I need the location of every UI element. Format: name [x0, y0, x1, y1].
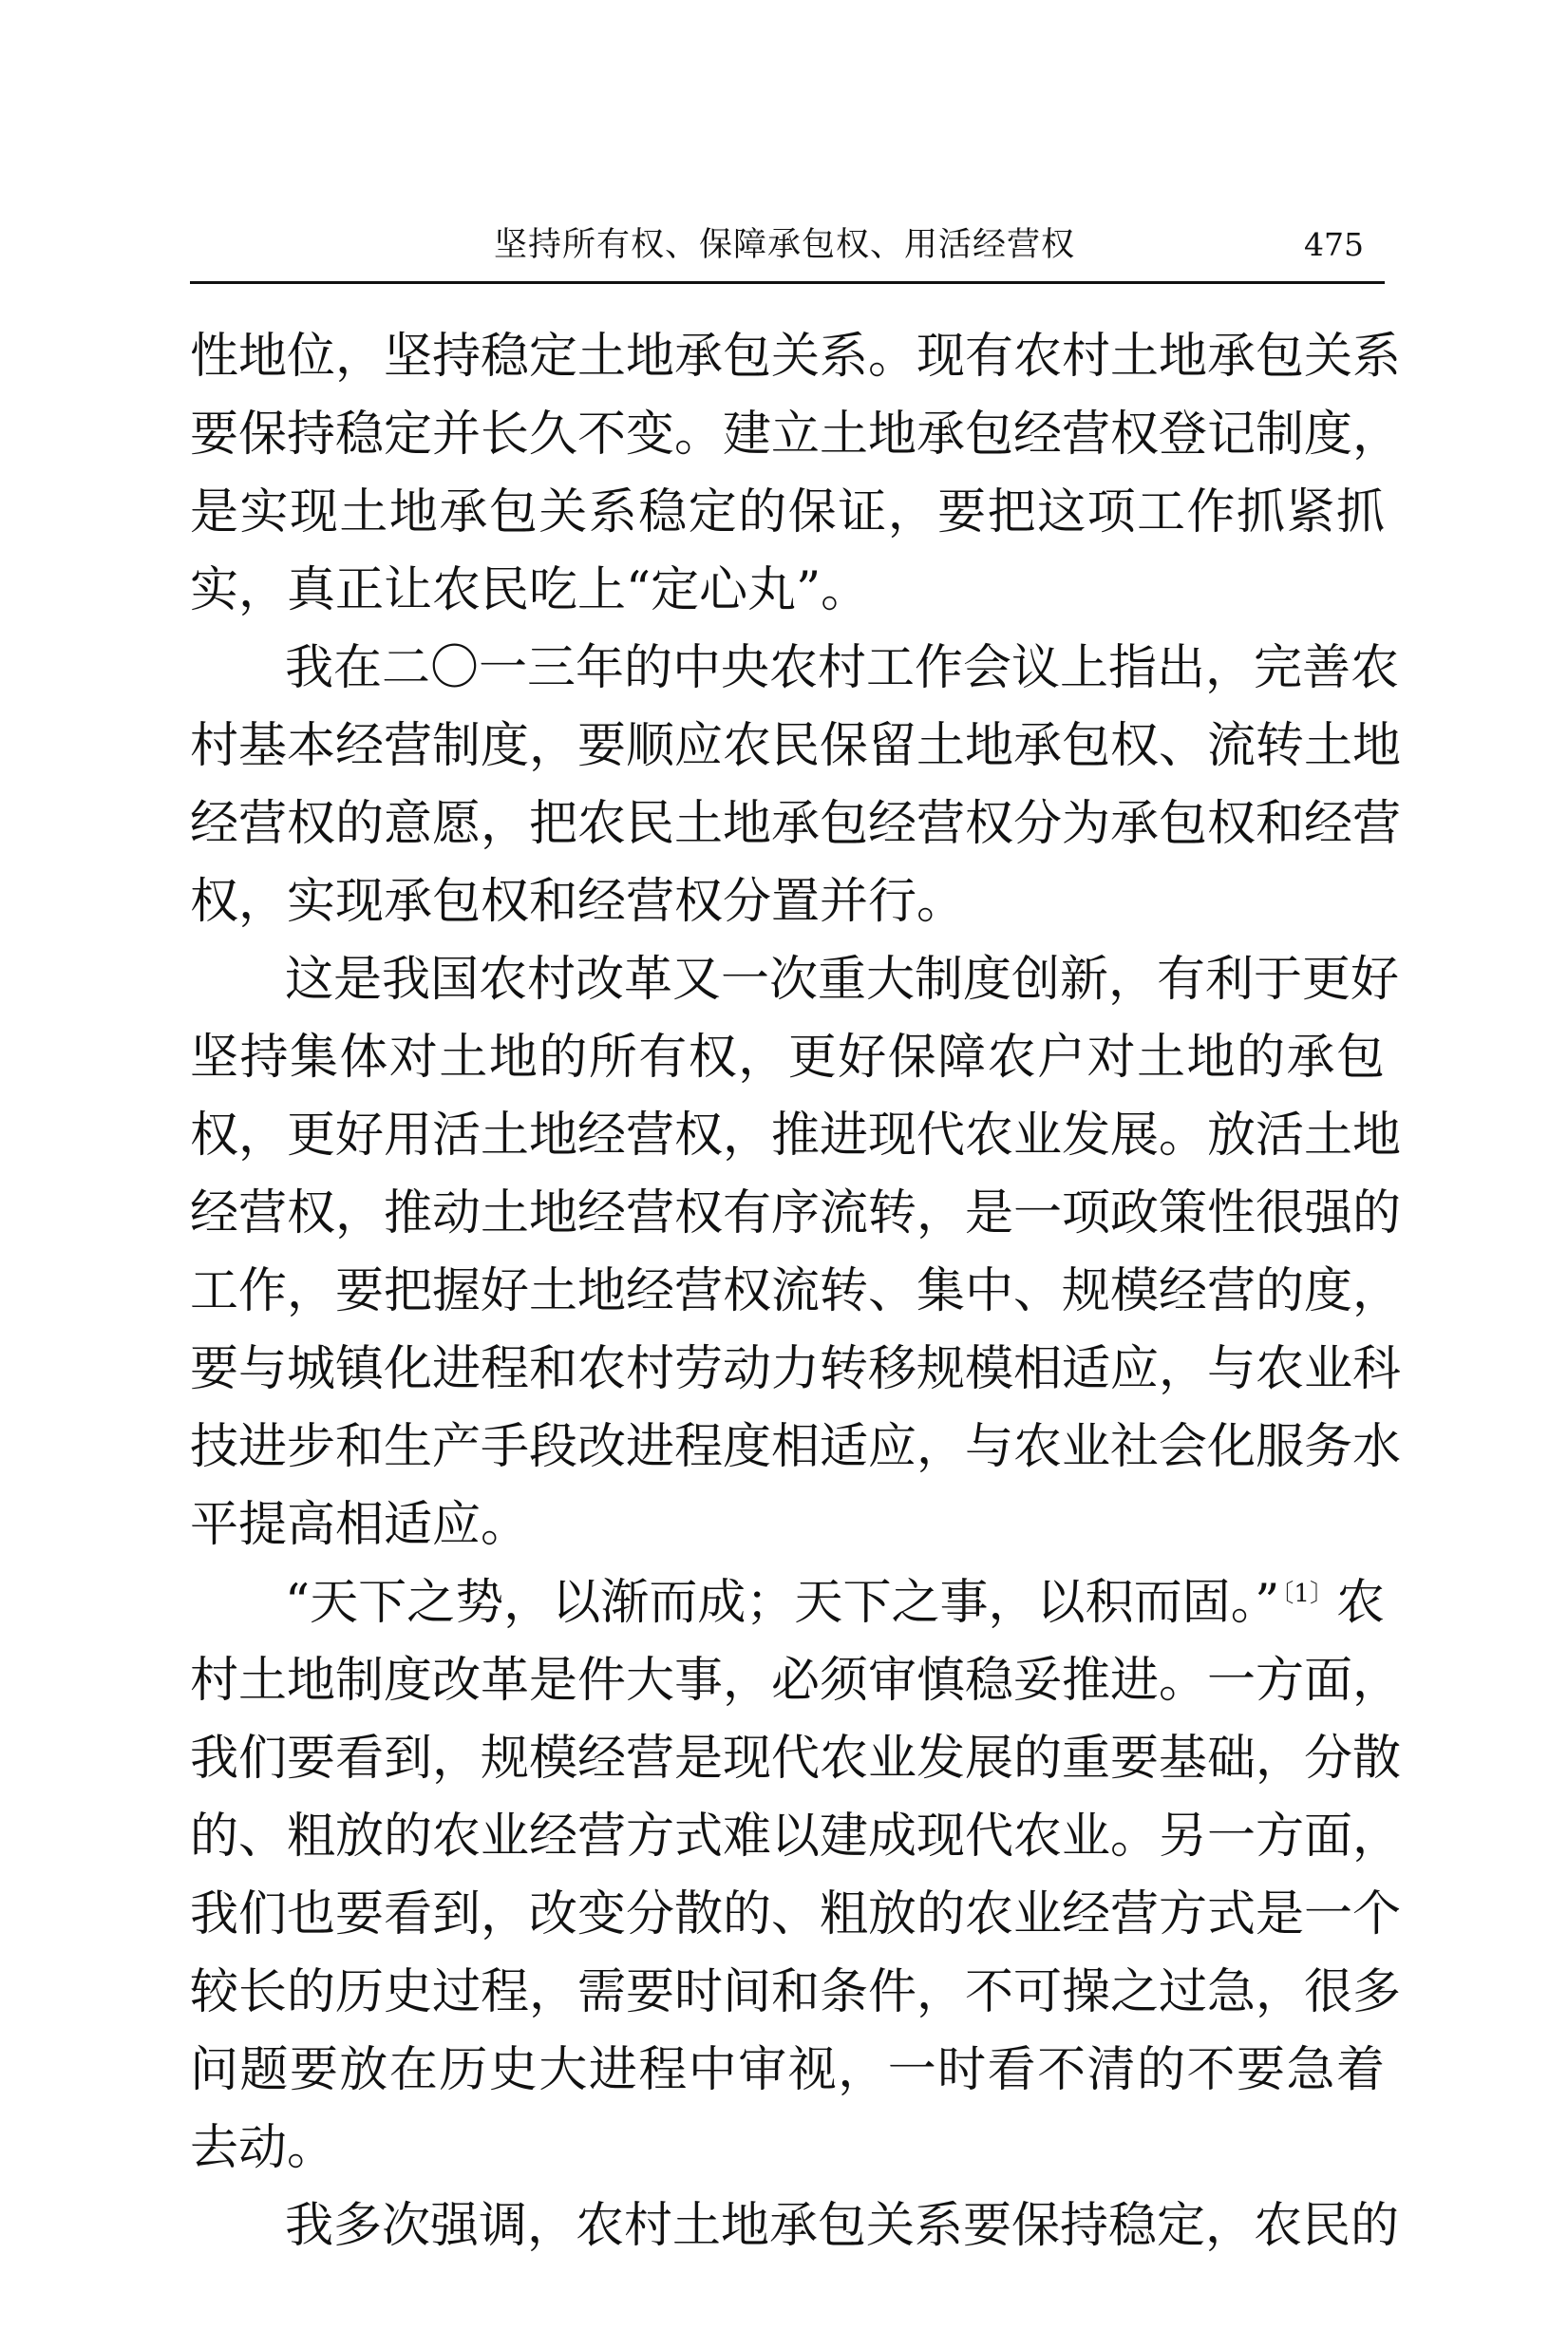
text-line: 的、粗放的农业经营方式难以建成现代农业。另一方面，	[190, 1809, 1402, 1865]
text-line: 我多次强调，农村土地承包关系要保持稳定，农民的	[285, 2198, 1400, 2254]
text-line: 要与城镇化进程和农村劳动力转移规模相适应，与农业科	[190, 1341, 1402, 1397]
text-line: 我们要看到，规模经营是现代农业发展的重要基础，分散	[190, 1731, 1402, 1787]
text-line: 这是我国农村改革又一次重大制度创新，有利于更好	[285, 952, 1400, 1008]
text-line: 我在二〇一三年的中央农村工作会议上指出，完善农	[285, 640, 1400, 696]
text-line: 经营权，推动土地经营权有序流转，是一项政策性很强的	[190, 1185, 1402, 1241]
text-line: 村土地制度改革是件大事，必须审慎稳妥推进。一方面，	[190, 1653, 1402, 1709]
page-number: 475	[1304, 226, 1364, 263]
footnote-marker[interactable]: 〔1〕	[1281, 1580, 1334, 1608]
text-line: 是实现土地承包关系稳定的保证，要把这项工作抓紧抓	[190, 484, 1385, 540]
text-line: 权，更好用活土地经营权，推进现代农业发展。放活土地	[190, 1108, 1402, 1164]
text-line: 去动。	[190, 2120, 336, 2176]
quotation-text: “天下之势，以渐而成；天下之事，以积而固。”	[285, 1575, 1280, 1631]
text-line: 经营权的意愿，把农民土地承包经营权分为承包权和经营	[190, 796, 1402, 852]
running-header	[190, 218, 1385, 275]
text-line: 技进步和生产手段改进程度相适应，与农业社会化服务水	[190, 1419, 1402, 1475]
text-line-with-footnote	[190, 1564, 1385, 1642]
text-line: 我们也要看到，改变分散的、粗放的农业经营方式是一个	[190, 1886, 1402, 1942]
body-text	[190, 318, 1402, 2265]
text-line: 坚持集体对土地的所有权，更好保障农户对土地的承包	[190, 1030, 1385, 1086]
text-line: 平提高相适应。	[190, 1497, 530, 1553]
text-line: 性地位，坚持稳定土地承包关系。现有农村土地承包关系	[190, 329, 1402, 385]
chapter-title: 坚持所有权、保障承包权、用活经营权	[494, 226, 1076, 264]
text-line: 工作，要把握好土地经营权流转、集中、规模经营的度，	[190, 1263, 1402, 1319]
text-line: 实，真正让农民吃上“定心丸”。	[190, 562, 870, 618]
text-line: 权，实现承包权和经营权分置并行。	[190, 874, 966, 930]
text-line: 要保持稳定并长久不变。建立土地承包经营权登记制度，	[190, 407, 1402, 463]
continuation-text: 农	[1335, 1575, 1385, 1631]
text-line: 村基本经营制度，要顺应农民保留土地承包权、流转土地	[190, 718, 1402, 774]
text-line: 较长的历史过程，需要时间和条件，不可操之过急，很多	[190, 1964, 1402, 2020]
header-rule	[190, 281, 1385, 284]
text-line: 问题要放在历史大进程中审视，一时看不清的不要急着	[190, 2042, 1385, 2098]
